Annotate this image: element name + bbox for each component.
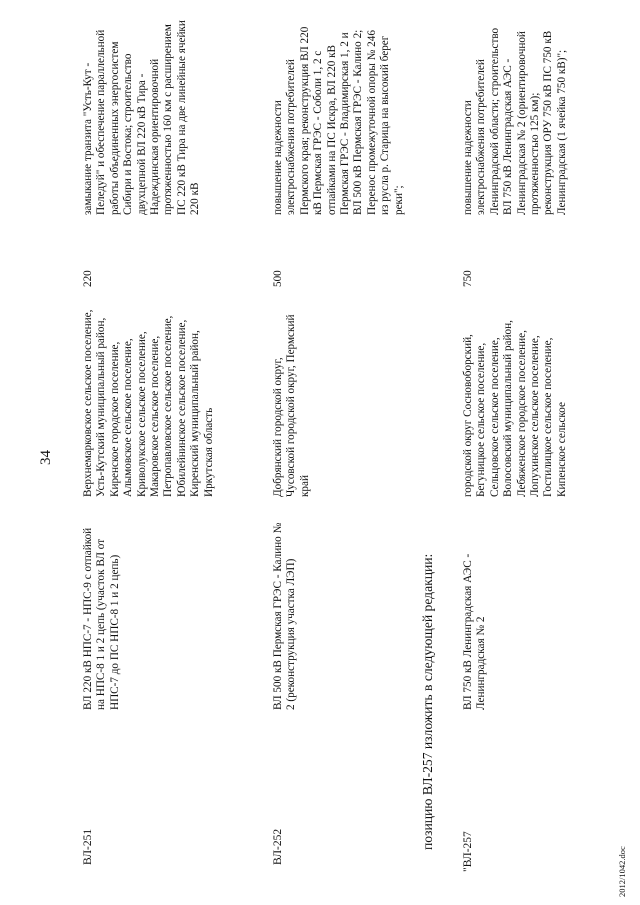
row-name: ВЛ 220 кВ НПС-7 - НПС-9 с отпайкой на НПС-8 1 и 2 цепь (участок ВЛ от НПС-7 до ПС НПС-8 1 и 2 цепь) [82, 527, 121, 710]
row-name: ВЛ 750 кВ Ленинградская АЭС - Ленинградская № 2 [462, 553, 488, 710]
row-code: ВЛ-251 [82, 828, 94, 865]
row-capacity: 750 [462, 270, 474, 287]
row-purpose: замыкание транзита "Усть-Кут - Пеледуй" и обеспечение параллельной работы объединенных энергосистем Сибири и Востока; строительство двухцепной ВЛ 220 кВ Тира - Надеждинская ориентировочной протяженностью 160 км с расширением ПС 220 кВ Тира на две линейные ячейки 220 кВ [82, 20, 202, 215]
section-heading: позицию ВЛ-257 изложить в следующей редакции: [420, 553, 435, 850]
row-location: Добрянский городской округ, Чусовской городской округ, Пермский край [272, 314, 311, 497]
row-name: ВЛ 500 кВ Пермская ГРЭС - Калино № 2 (реконструкция участка ЛЭП) [272, 522, 298, 710]
footer-filename: 2012/1042.doc [617, 846, 627, 897]
row-code: ВЛ-252 [272, 828, 284, 865]
row-code: "ВЛ-257 [462, 831, 474, 872]
row-capacity: 220 [82, 270, 94, 287]
row-purpose: повышение надежности электроснабжения потребителей Ленинградской области; строительство ВЛ 750 кВ Ленинградская АЭС - Ленинградская № 2 (ориентировочной протяженностью 125 км); реконструкция ОРУ 750 кВ ПС 750 кВ Ленинградская (1 ячейка 750 кВ)"; [462, 27, 568, 215]
row-location: городской округ Сосновоборский, Бегуницкое сельское поселение, Сельцовское сельское поселение, Волосовский муниципальный район, Лебяженское городское поселение, Лопухинское сельское поселение, Гостилицкое сельское поселение, Кипенское сельское [462, 320, 568, 497]
page-number: 34 [38, 450, 54, 465]
row-location: Верхнемарковское сельское поселение, Усть-Кутский муниципальный район, Киренское городское поселение, Алымовское сельское поселение, Криволукское сельское поселение, Макаровское сельское поселение, Петропавловское сельское поселение, Юбилейнинское сельское поселение, Киренский муниципальный район, Иркутская область [82, 309, 215, 497]
row-capacity: 500 [272, 270, 284, 287]
row-purpose: повышение надежности электроснабжения потребителей Пермского края; реконструкция ВЛ 220 кВ Пермская ГРЭС - Соболи 1, 2 с отпайками на ПС Искра, ВЛ 220 кВ Пермская ГРЭС - Владимирская 1, 2 и ВЛ 500 кВ Пермская ГРЭС - Калино 2; Перенос промежуточной опоры № 246 из русла р. Старица на высокий берег реки"; [272, 26, 405, 215]
